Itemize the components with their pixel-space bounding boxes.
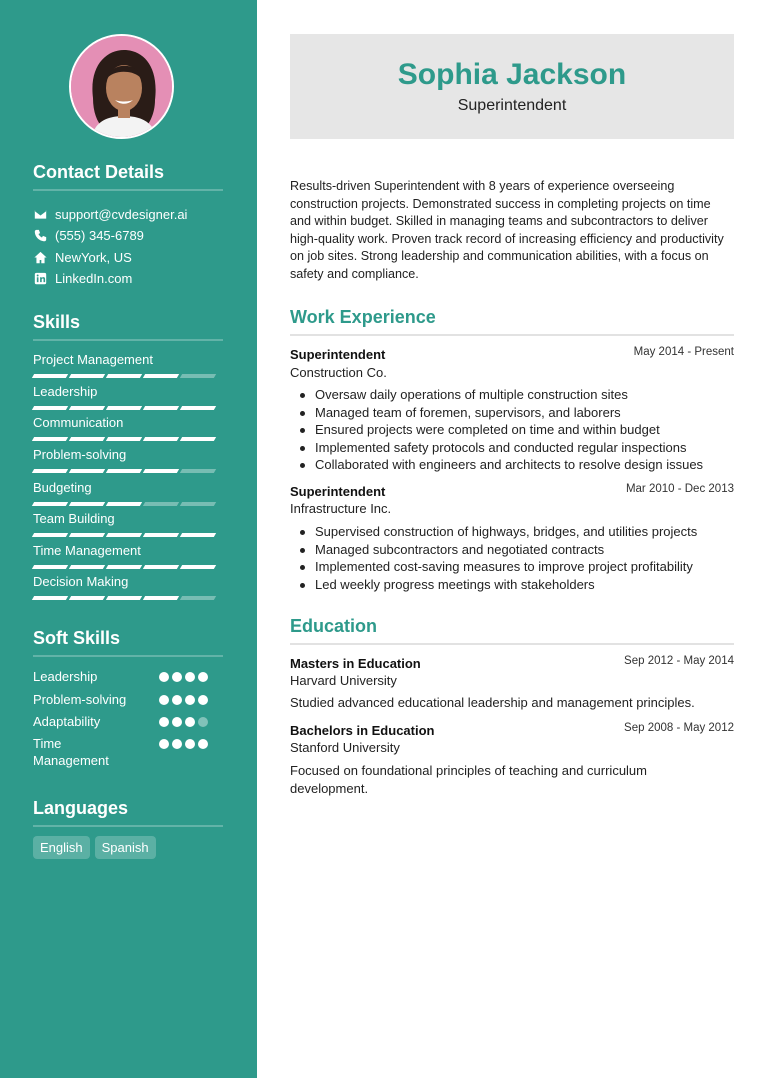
divider	[33, 189, 223, 191]
skill-level-segment	[180, 565, 216, 569]
skill-level-segment	[106, 469, 142, 473]
skill-level-segment	[143, 533, 179, 537]
rating-dot	[172, 695, 182, 705]
skill-label: Decision Making	[33, 574, 129, 589]
skill-label: Problem-solving	[33, 447, 127, 462]
skill-level-segment	[69, 437, 105, 441]
job-dates: May 2014 - Present	[633, 346, 734, 358]
sidebar	[0, 0, 257, 1078]
skill-item	[33, 479, 223, 506]
home-icon	[33, 250, 47, 264]
divider	[290, 643, 734, 645]
skill-level-segment	[106, 596, 142, 600]
divider	[33, 339, 223, 341]
degree: Bachelors in Education	[290, 723, 435, 738]
contact-location-text: NewYork, US	[55, 249, 132, 265]
list-item: Managed subcontractors and negotiated contracts	[315, 541, 735, 559]
language-tag: Spanish	[95, 836, 156, 859]
skill-level-segment	[32, 437, 68, 441]
skill-level-segment	[143, 565, 179, 569]
skill-item	[33, 414, 223, 441]
skill-label: Time Management	[33, 543, 141, 558]
phone-icon	[33, 228, 47, 242]
skill-level-segment	[69, 596, 105, 600]
soft-skill-rating	[159, 739, 211, 749]
rating-dot	[172, 717, 182, 727]
profile-photo	[71, 36, 174, 139]
job-title: Superintendent	[290, 347, 386, 362]
contact-email[interactable]	[33, 205, 187, 223]
skill-level-segment	[32, 565, 68, 569]
skill-level-segment	[106, 406, 142, 410]
skill-item	[33, 510, 223, 537]
rating-dot	[159, 739, 169, 749]
skill-level-segment	[180, 437, 216, 441]
skill-label: Communication	[33, 415, 124, 430]
skill-level-segment	[69, 533, 105, 537]
skill-level-segment	[143, 406, 179, 410]
job-bullets	[315, 386, 735, 474]
list-item: Collaborated with engineers and architects to resolve design issues	[315, 456, 735, 474]
education-dates: Sep 2012 - May 2014	[624, 655, 734, 667]
skill-level-segment	[180, 406, 216, 410]
languages-list	[33, 836, 161, 859]
skill-level-segment	[32, 502, 68, 506]
rating-dot	[185, 672, 195, 682]
skill-level-segment	[143, 374, 179, 378]
skill-level-segment	[32, 374, 68, 378]
header	[290, 34, 734, 139]
skill-level-bar	[33, 502, 223, 506]
list-item: Supervised construction of highways, bridges, and utilities projects	[315, 523, 735, 541]
skill-level-segment	[69, 374, 105, 378]
contact-phone[interactable]	[33, 226, 144, 244]
skill-level-segment	[180, 596, 216, 600]
rating-dot	[159, 717, 169, 727]
soft-skill-label: Adaptability	[33, 714, 101, 729]
skill-level-segment	[32, 406, 68, 410]
avatar	[69, 34, 174, 139]
skill-level-segment	[180, 533, 216, 537]
skill-level-segment	[32, 596, 68, 600]
list-item: Led weekly progress meetings with stakeholders	[315, 576, 735, 594]
job-dates: Mar 2010 - Dec 2013	[625, 483, 734, 495]
skill-level-segment	[106, 437, 142, 441]
skill-item	[33, 542, 223, 569]
skill-level-segment	[69, 469, 105, 473]
skill-label: Team Building	[33, 511, 115, 526]
soft-skill-label: Time Management	[33, 736, 109, 768]
skill-level-segment	[106, 565, 142, 569]
skill-label: Leadership	[33, 384, 98, 399]
rating-dot	[172, 739, 182, 749]
list-item: Managed team of foremen, supervisors, and laborers	[315, 404, 735, 422]
skill-level-segment	[143, 596, 179, 600]
skill-level-bar	[33, 469, 223, 473]
contact-email-text: support@cvdesigner.ai	[55, 206, 188, 222]
skill-level-bar	[33, 406, 223, 410]
skill-level-segment	[106, 533, 142, 537]
skill-level-segment	[69, 406, 105, 410]
skill-label: Project Management	[33, 352, 153, 367]
soft-skill-rating	[159, 672, 211, 682]
skill-level-segment	[143, 469, 179, 473]
skill-label: Budgeting	[33, 480, 92, 495]
contact-location	[33, 248, 132, 266]
person-title: Superintendent	[457, 97, 567, 114]
degree: Masters in Education	[290, 656, 421, 671]
languages-heading: Languages	[33, 798, 129, 818]
skill-level-bar	[33, 533, 223, 537]
envelope-icon	[33, 207, 47, 221]
skill-level-segment	[69, 502, 105, 506]
summary: Results-driven Superintendent with 8 years of experience overseeing construction projects. Demonstrated success in completing projects on time and within budget. Skilled in managing teams and subcontractors to deliver high-quality work. Proven track record of increasing efficiency and productivity on job sites. Strong leadership and communication abilities, with a focus on safety and compliance.	[290, 179, 724, 281]
school: Harvard University	[290, 673, 397, 688]
education-description: Focused on foundational principles of teaching and curriculum development.	[290, 763, 647, 796]
list-item: Oversaw daily operations of multiple construction sites	[315, 386, 735, 404]
work-heading: Work Experience	[290, 307, 436, 327]
skill-level-segment	[69, 565, 105, 569]
skill-item	[33, 446, 223, 473]
skill-level-segment	[180, 374, 216, 378]
skill-level-segment	[32, 533, 68, 537]
job-title: Superintendent	[290, 484, 386, 499]
skill-level-bar	[33, 565, 223, 569]
rating-dot	[185, 717, 195, 727]
contact-heading: Contact Details	[33, 162, 165, 182]
divider	[33, 825, 223, 827]
job-bullets	[315, 523, 735, 593]
soft-skill-rating	[159, 717, 211, 727]
rating-dot	[159, 672, 169, 682]
soft-skills-heading: Soft Skills	[33, 628, 121, 648]
divider	[290, 334, 734, 336]
skill-level-bar	[33, 374, 223, 378]
rating-dot	[198, 672, 208, 682]
contact-linkedin[interactable]	[33, 269, 132, 287]
skill-level-segment	[180, 502, 216, 506]
education-heading: Education	[290, 616, 378, 636]
soft-skill-label: Problem-solving	[33, 692, 127, 707]
skill-item	[33, 573, 223, 600]
linkedin-icon	[33, 271, 47, 285]
skill-level-bar	[33, 596, 223, 600]
job-company: Construction Co.	[290, 365, 387, 380]
education-description: Studied advanced educational leadership and management principles.	[290, 695, 695, 710]
contact-linkedin-text: LinkedIn.com	[55, 270, 133, 286]
skill-level-segment	[180, 469, 216, 473]
rating-dot	[172, 672, 182, 682]
skills-heading: Skills	[33, 312, 81, 332]
rating-dot	[185, 739, 195, 749]
contact-phone-text: (555) 345-6789	[55, 227, 144, 243]
job-company: Infrastructure Inc.	[290, 501, 392, 516]
rating-dot	[185, 695, 195, 705]
list-item: Implemented safety protocols and conducted regular inspections	[315, 439, 735, 457]
rating-dot	[198, 739, 208, 749]
language-tag: English	[33, 836, 90, 859]
school: Stanford University	[290, 740, 400, 755]
person-name: Sophia Jackson	[397, 58, 627, 91]
skill-level-segment	[143, 502, 179, 506]
skill-level-segment	[106, 502, 142, 506]
soft-skill-label: Leadership	[33, 669, 98, 684]
soft-skill-rating	[159, 695, 211, 705]
divider	[33, 655, 223, 657]
list-item: Implemented cost-saving measures to improve project profitability	[315, 558, 735, 576]
skill-item	[33, 351, 223, 378]
education-dates: Sep 2008 - May 2012	[624, 722, 734, 734]
list-item: Ensured projects were completed on time and within budget	[315, 421, 735, 439]
skill-level-segment	[32, 469, 68, 473]
skill-level-segment	[106, 374, 142, 378]
skill-item	[33, 383, 223, 410]
rating-dot	[198, 695, 208, 705]
skill-level-segment	[143, 437, 179, 441]
rating-dot	[198, 717, 208, 727]
rating-dot	[159, 695, 169, 705]
skill-level-bar	[33, 437, 223, 441]
